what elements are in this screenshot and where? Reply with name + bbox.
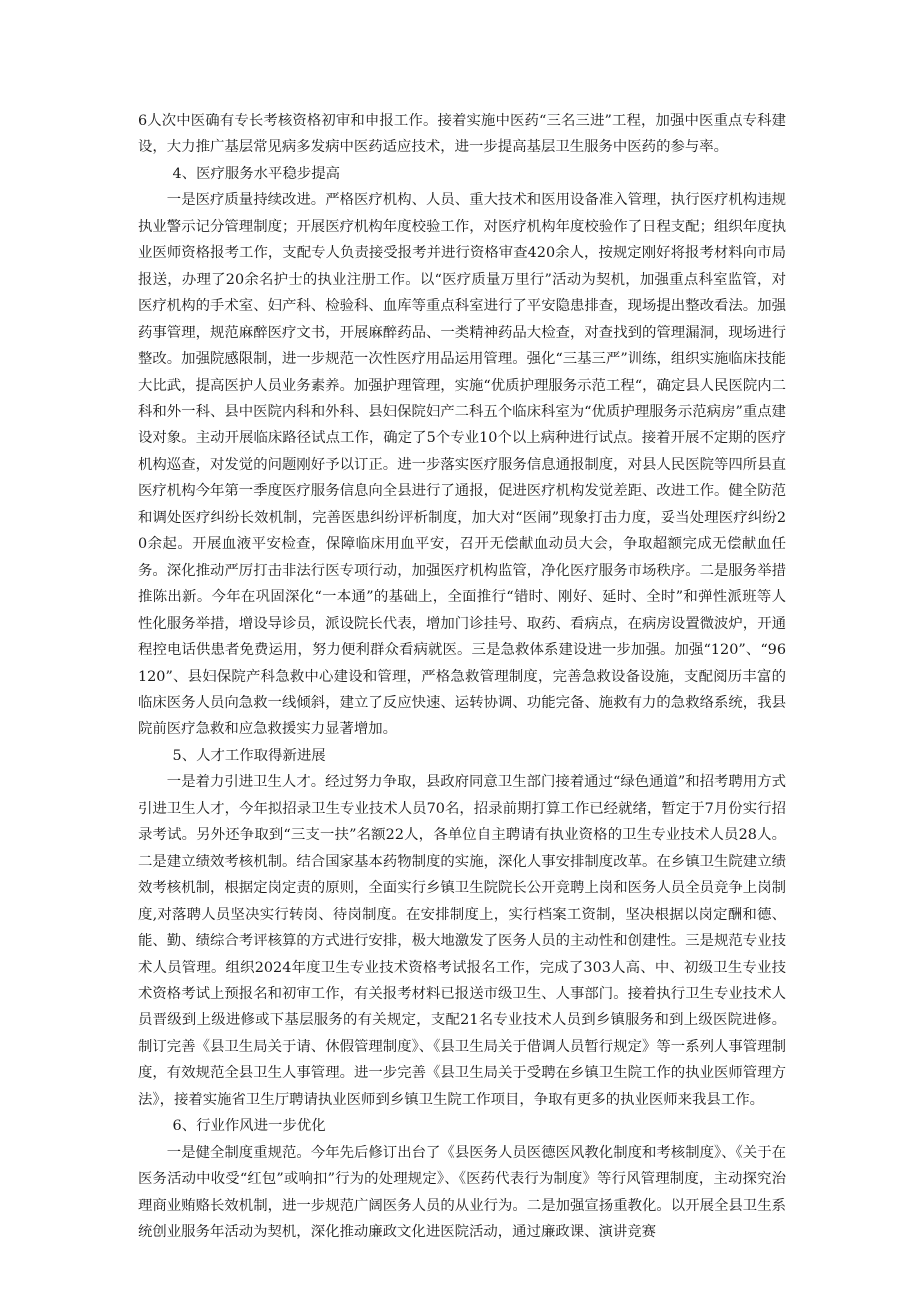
section-heading-medical-service: 4、医疗服务水平稳步提高 <box>172 165 341 182</box>
paragraph-talent: 一是着力引进卫生人才。经过努力争取，县政府同意卫生部门接着通过“绿色通道”和招考聘用方式引进卫生人才，今年拟招录卫生专业技术人员70名，招录前期打算工作已经就绪，暂定于7月份实行招录考试。另外还争取到“三支一扶”名额22人，各单位自主聘请有执业资格的卫生专业技术人员28人。二是建立绩效考核机制。结合国家基本药物制度的实施，深化人事安排制度改革。在乡镇卫生院建立绩效考核机制，根据定岗定责的原则，全面实行乡镇卫生院院长公开竞聘上岗和医务人员全员竞争上岗制度,对落聘人员坚决实行转岗、待岗制度。在安排制度上，实行档案工资制，坚决根据以岗定酬和德、能、勤、绩综合考评核算的方式进行安排，极大地激发了医务人员的主动性和创建性。三是规范专业技术人员管理。组织2024年度卫生专业技术资格考试报名工作，完成了303人高、中、初级卫生专业技术资格考试上预报名和初审工作，有关报考材料已报送市级卫生、人事部门。接着执行卫生专业技术人员晋级到上级进修或下基层服务的有关规定，支配21名专业技术人员到乡镇服务和到上级医院进修。制订完善《县卫生局关于请、休假管理制度》、《县卫生局关于借调人员暂行规定》等一系列人事管理制度，有效规范全县卫生人事管理。进一步完善《县卫生局关于受聘在乡镇卫生院工作的执业医师管理方法》，接着实施省卫生厅聘请执业医师到乡镇卫生院工作项目，争取有更多的执业医师来我县工作。 <box>138 774 786 1108</box>
paragraph-medical-service: 一是医疗质量持续改进。严格医疗机构、人员、重大技术和医用设备准入管理，执行医疗机构违规执业警示记分管理制度；开展医疗机构年度校验工作，对医疗机构年度校验作了日程支配；组织年度执业医师资格报考工作，支配专人负责接受报考并进行资格审查420余人，按规定刚好将报考材料向市局报送，办理了20余名护士的执业注册工作。以“医疗质量万里行”活动为契机，加强重点科室监管，对医疗机构的手术室、妇产科、检验科、血库等重点科室进行了平安隐患排查，现场提出整改看法。加强药事管理，规范麻醉医疗文书，开展麻醉药品、一类精神药品大检查，对查找到的管理漏洞，现场进行整改。加强院感限制，进一步规范一次性医疗用品运用管理。强化“三基三严”训练，组织实施临床技能大比武，提高医护人员业务素养。加强护理管理，实施“优质护理服务示范工程“，确定县人民医院内二科和外一科、县中医院内科和外科、县妇保院妇产二科五个临床科室为“优质护理服务示范病房”重点建设对象。主动开展临床路径试点工作，确定了5个专业10个以上病种进行试点。接着开展不定期的医疗机构巡查，对发觉的问题刚好予以订正。进一步落实医疗服务信息通报制度，对县人民医院等四所县直医疗机构今年第一季度医疗服务信息向全县进行了通报，促进医疗机构发觉差距、改进工作。健全防范和调处医疗纠纷长效机制，完善医患纠纷评析制度，加大对“医闹”现象打击力度，妥当处理医疗纠纷20余起。开展血液平安检查，保障临床用血平安，召开无偿献血动员大会，争取超额完成无偿献血任务。深化推动严厉打击非法行医专项行动，加强医疗机构监管，净化医疗服务市场秩序。二是服务举措推陈出新。今年在巩固深化“一本通”的基础上，全面推行“错时、刚好、延时、全时”和弹性派班等人性化服务举措，增设导诊员，派设院长代表，增加门诊挂号、取药、看病点，在病房设置微波炉，开通程控电话供患者免费运用，努力便利群众看病就医。三是急救体系建设进一步加强。加强“120”、“96120”、县妇保院产科急救中心建设和管理，严格急救管理制度，完善急救设备设施，支配阅历丰富的临床医务人员向急救一线倾斜，建立了反应快速、运转协调、功能完备、施救有力的急救络系统，我县院前医疗急救和应急救援实力显著增加。 <box>138 192 786 738</box>
paragraph-tcm-continuation: 6人次中医确有专长考核资格初审和申报工作。接着实施中医药“三名三进”工程，加强中医重点专科建设，大力推广基层常见病多发病中医药适应技术，进一步提高基层卫生服务中医药的参与率。 <box>138 113 786 156</box>
paragraph-conduct: 一是健全制度重规范。今年先后修订出台了《县医务人员医德医风教化制度和考核制度》、《关于在医务活动中收受“红包”或响扣”行为的处理规定》、《医药代表行为制度》等行风管理制度，主动探究治理商业贿赂长效机制，进一步规范广阔医务人员的从业行为。二是加强宣扬重教化。以开展全县卫生系统创业服务年活动为契机，深化推动廉政文化进医院活动，通过廉政课、演讲竞赛 <box>138 1144 786 1241</box>
section-heading-conduct: 6、行业作风进一步优化 <box>172 1118 326 1135</box>
document-page <box>138 108 786 1245</box>
section-heading-talent: 5、人才工作取得新进展 <box>172 747 326 764</box>
